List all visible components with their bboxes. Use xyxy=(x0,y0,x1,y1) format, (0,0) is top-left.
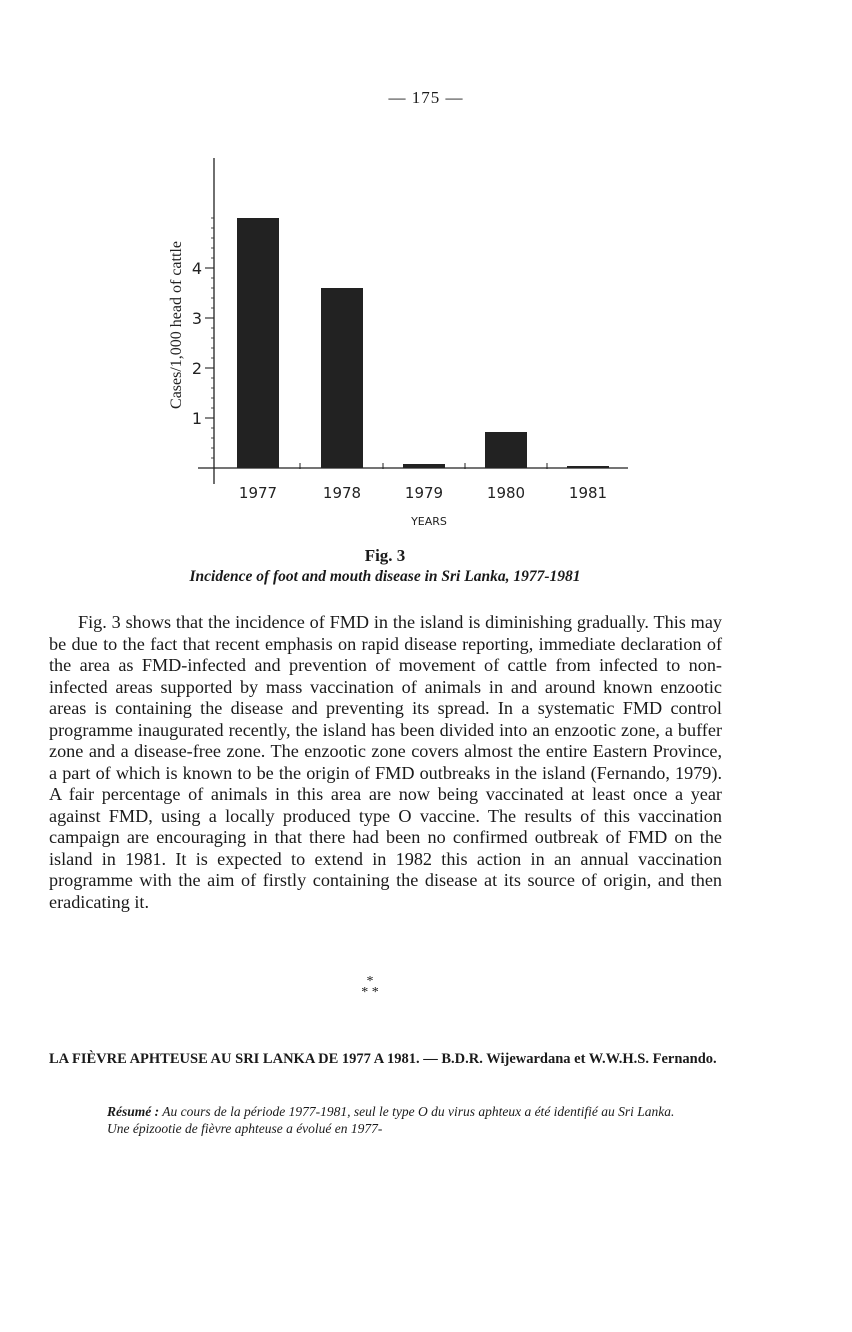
figure-label: Fig. 3 xyxy=(364,546,406,565)
bar-1979 xyxy=(403,464,445,468)
y-tick-label: 1 xyxy=(191,409,202,428)
x-tick-label: 1977 xyxy=(238,484,278,502)
section-separator xyxy=(340,976,400,998)
x-tick-label: 1978 xyxy=(322,484,362,502)
y-tick-label: 2 xyxy=(191,359,202,378)
x-tick-label: 1980 xyxy=(486,484,526,502)
abstract-text xyxy=(107,1103,677,1137)
page-number: — 175 — xyxy=(388,88,464,107)
abstract-title: LA FIÈVRE APHTEUSE AU SRI LANKA DE 1977 A 1981. — B.D.R. Wijewardana et W.W.H.S. Fernando. xyxy=(49,1051,717,1067)
x-axis-label: YEARS xyxy=(411,515,447,528)
bar-chart xyxy=(150,150,640,540)
separator-bottom: * * xyxy=(361,985,379,1000)
resume-label: Résumé : xyxy=(107,1104,160,1119)
x-tick-label: 1979 xyxy=(404,484,444,502)
y-axis-label: Cases/1,000 head of cattle xyxy=(168,241,185,409)
bar-1981 xyxy=(567,466,609,468)
bar-1978 xyxy=(321,288,363,468)
y-tick-label: 3 xyxy=(191,309,202,328)
separator-top: * xyxy=(366,974,374,989)
figure-caption: Incidence of foot and mouth disease in Sri Lanka, 1977-1981 xyxy=(189,568,581,585)
bar-1980 xyxy=(485,432,527,468)
bar-1977 xyxy=(237,218,279,468)
body-paragraph: Fig. 3 shows that the incidence of FMD in the island is diminishing gradually. This may be due to the fact that recent emphasis on rapid disease reporting, immediate declaration of the area as FMD-infected and prevention of movement of cattle from infected to non-infected areas supported by mass vaccination of animals in and around known enzootic areas is containing the disease and preventing its spread. In a systematic FMD control programme inaugurated recently, the island has been divided into an enzootic zone, a buffer zone and a disease-free zone. The enzootic zone covers almost the entire Eastern Province, a part of which is known to be the origin of FMD outbreaks in the island (Fernando, 1979). A fair percentage of animals in this area are now being vaccinated at least once a year against FMD, using a locally produced type O vaccine. The results of this vaccination campaign are encouraging in that there had been no confirmed outbreak of FMD on the island in 1981. It is expected to extend in 1982 this action in an annual vaccination programme with the aim of firstly containing the disease at its source of origin, and then eradicating it. xyxy=(49,612,722,912)
resume-text: Au cours de la période 1977-1981, seul le type O du virus aphteux a été identifié au Sri Lanka. Une épizootie de fièvre aphteuse a évolué en 1977- xyxy=(107,1104,675,1136)
x-tick-label: 1981 xyxy=(568,484,608,502)
y-tick-label: 4 xyxy=(191,259,202,278)
